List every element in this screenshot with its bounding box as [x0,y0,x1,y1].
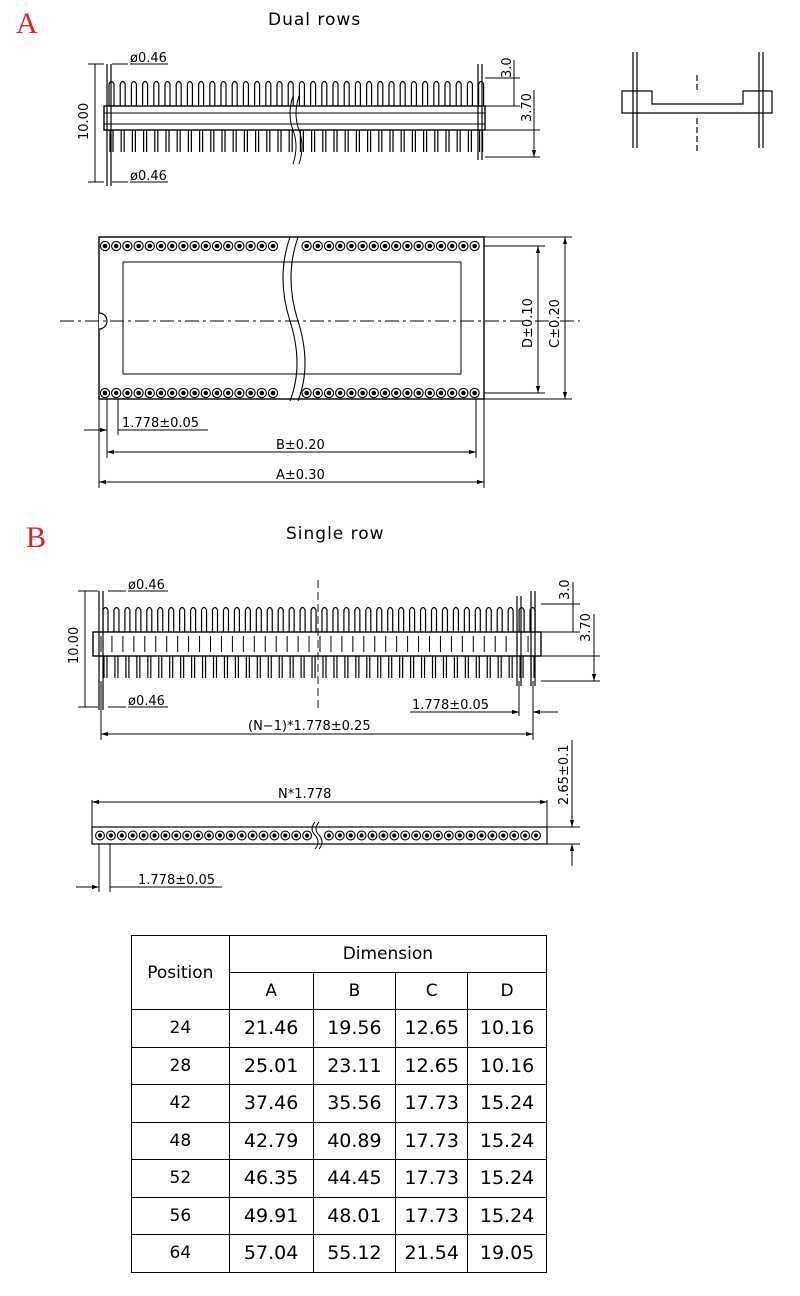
pin [333,608,338,633]
pin [114,608,119,633]
pin [232,82,237,107]
single-height-label: 10.00 [67,626,82,664]
pin [378,82,383,107]
pin [423,82,428,107]
pin [289,608,294,633]
position-cell: 24 [132,1010,230,1048]
pin [399,608,404,633]
pin [143,82,148,107]
pin [388,608,393,633]
pin [136,608,141,633]
dim-c-label: C±0.20 [548,299,563,348]
single-pin-dia-top-label: ø0.46 [128,578,165,593]
dual-end-view [622,52,772,152]
pin [475,608,480,633]
pin [278,608,283,633]
column-header-d: D [468,973,547,1010]
table-row [132,1160,547,1198]
pin [131,82,136,107]
single-pitch-label: 1.778±0.05 [412,698,490,713]
single-width-label: 2.65±0.1 [557,744,572,805]
position-cell: 48 [132,1122,230,1160]
cell-c: 12.65 [396,1047,468,1085]
dim-b-label: B±0.20 [276,438,325,453]
cell-b: 35.56 [313,1085,396,1123]
pin [434,82,439,107]
pin [255,82,260,107]
single-pin-dia-bottom-label: ø0.46 [128,694,165,709]
pin [311,608,316,633]
pin [243,82,248,107]
pin [191,608,196,633]
pin [411,82,416,107]
cell-d: 15.24 [468,1197,547,1235]
cell-c: 21.54 [396,1235,468,1273]
pin [103,608,108,633]
dim-a-label: A±0.30 [276,468,325,483]
pin [176,82,181,107]
pin [344,608,349,633]
position-cell: 42 [132,1085,230,1123]
pin [125,608,130,633]
cell-d: 19.05 [468,1235,547,1273]
pin [154,82,159,107]
pin [300,608,305,633]
dual-top-body [99,237,484,399]
pin [355,82,360,107]
cell-b: 48.01 [313,1197,396,1235]
cell-b: 40.89 [313,1122,396,1160]
pin [187,82,192,107]
pin [421,608,426,633]
dual-pin-dia-bottom-label: ø0.46 [130,169,167,184]
section-a-title: Dual rows [268,10,362,30]
cell-d: 10.16 [468,1047,547,1085]
pin [221,82,226,107]
position-cell: 52 [132,1160,230,1198]
dual-pin-dia-top-label: ø0.46 [130,51,167,66]
pin [120,82,125,107]
pin [389,82,394,107]
pin [223,608,228,633]
cell-d: 15.24 [468,1160,547,1198]
pin [410,608,415,633]
cell-a: 21.46 [229,1010,313,1048]
pin [367,82,372,107]
cell-a: 25.01 [229,1047,313,1085]
pin [267,608,272,633]
pin [245,608,250,633]
position-cell: 28 [132,1047,230,1085]
section-b-letter: B [26,521,47,554]
table-row [132,1122,547,1160]
dual-side-view-pins [107,64,484,186]
pin [256,608,261,633]
pin [169,608,174,633]
cell-b: 55.12 [313,1235,396,1273]
pin [147,608,152,633]
position-cell: 64 [132,1235,230,1273]
pin [333,82,338,107]
cell-b: 44.45 [313,1160,396,1198]
single-length-label: N*1.778 [278,787,332,802]
pin [213,608,218,633]
pin [210,82,215,107]
pin [180,608,185,633]
cell-d: 10.16 [468,1010,547,1048]
pin [432,608,437,633]
cell-b: 19.56 [313,1010,396,1048]
table-row [132,1010,547,1048]
pin [445,82,450,107]
pin [322,608,327,633]
pin [456,82,461,107]
column-header-b: B [313,973,396,1010]
column-header-c: C [396,973,468,1010]
pin [322,82,327,107]
cell-a: 46.35 [229,1160,313,1198]
dual-tail-label: 3.0 [500,57,515,78]
cell-d: 15.24 [468,1085,547,1123]
table-row [132,1085,547,1123]
single-side-view-pins [99,591,535,710]
pin [158,608,163,633]
dimension-header: Dimension [229,936,546,973]
pin [366,608,371,633]
cell-c: 17.73 [396,1085,468,1123]
table-row [132,1197,547,1235]
cell-a: 42.79 [229,1122,313,1160]
cell-a: 49.91 [229,1197,313,1235]
cell-b: 23.11 [313,1047,396,1085]
cell-c: 17.73 [396,1197,468,1235]
dual-side-body [104,106,485,130]
position-cell: 56 [132,1197,230,1235]
cell-c: 17.73 [396,1160,468,1198]
cell-c: 12.65 [396,1010,468,1048]
pin [234,608,239,633]
pin [355,608,360,633]
pin [497,608,502,633]
pin [508,608,513,633]
pin [277,82,282,107]
pin [165,82,170,107]
position-header: Position [132,936,230,1010]
dual-body-height-label: 3.70 [520,93,535,122]
pin [464,608,469,633]
pin [199,82,204,107]
dual-height-label: 10.00 [77,102,92,140]
cell-a: 37.46 [229,1085,313,1123]
table-row [132,1235,547,1273]
cell-c: 17.73 [396,1122,468,1160]
pin [486,608,491,633]
cell-a: 57.04 [229,1235,313,1273]
table-row [132,1047,547,1085]
section-a-letter: A [16,7,38,40]
column-header-a: A [229,973,313,1010]
single-span-label: (N−1)*1.778±0.25 [248,719,371,734]
section-b-title: Single row [286,524,385,544]
pin [442,608,447,633]
single-pitch-bottom-label: 1.778±0.05 [138,873,216,888]
pin [202,608,207,633]
single-top-pin-row [96,831,541,840]
dimension-table [131,935,547,1273]
pin [479,82,484,107]
pin [311,82,316,107]
cell-d: 15.24 [468,1122,547,1160]
single-tail-label: 3.0 [558,579,573,600]
pin [344,82,349,107]
pin [299,82,304,107]
dual-pitch-label: 1.778±0.05 [122,416,200,431]
pin [266,82,271,107]
pin [453,608,458,633]
dim-d-label: D±0.10 [521,298,536,348]
pin [467,82,472,107]
pin [288,82,293,107]
pin [400,82,405,107]
single-body-height-label: 3.70 [579,613,594,642]
pin [377,608,382,633]
